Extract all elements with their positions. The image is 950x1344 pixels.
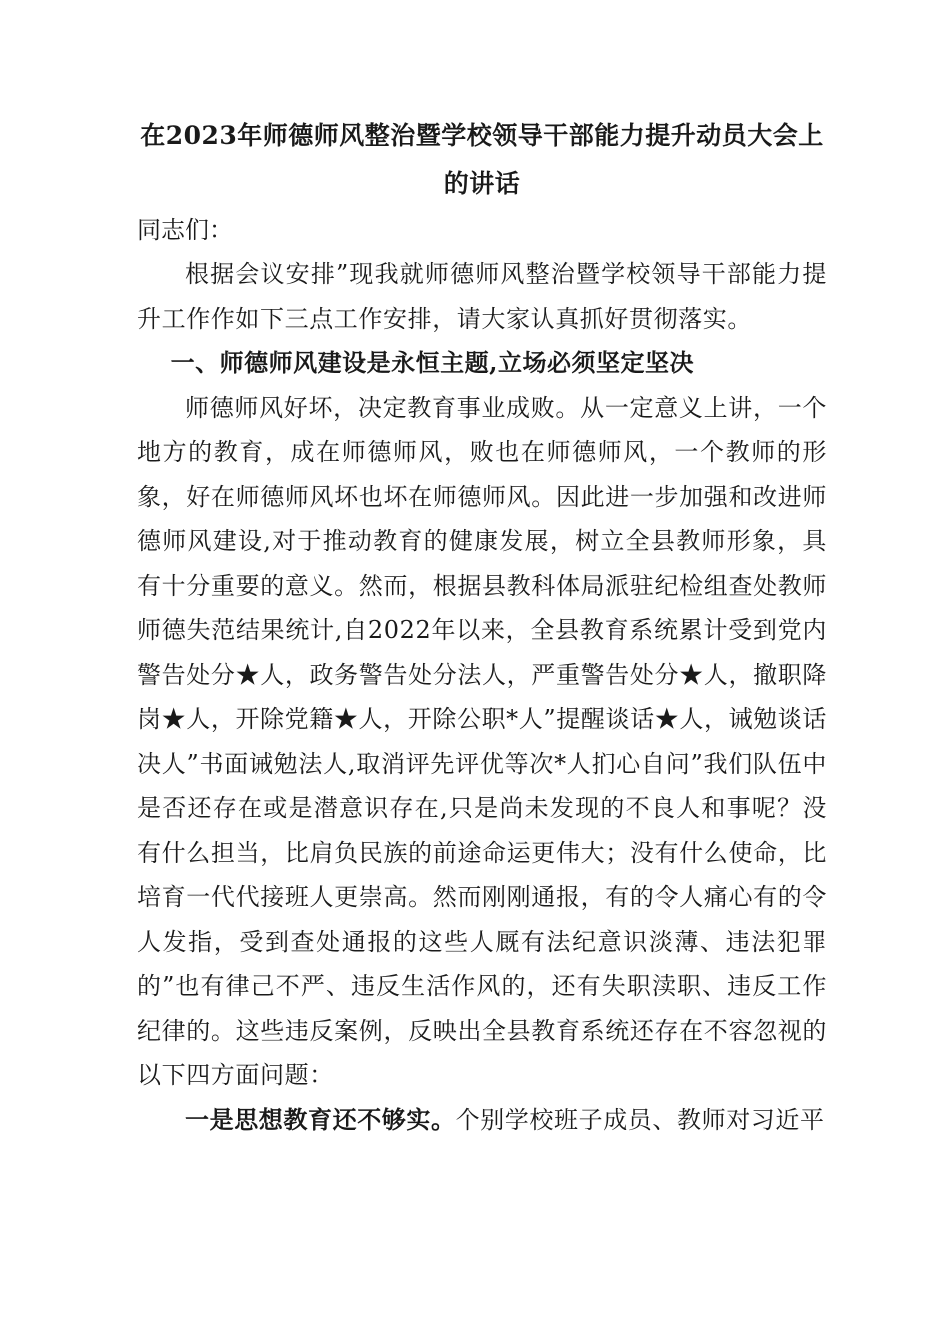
salutation: 同志们： bbox=[137, 216, 233, 244]
intro-paragraph: 根据会议安排”现我就师德师风整治暨学校领导干部能力提升工作作如下三点工作安排，请大家认真抓好贯彻落实。 bbox=[137, 260, 827, 333]
document-title: 在2023年师德师风整治暨学校领导干部能力提升动员大会上的讲话 bbox=[140, 121, 824, 198]
point-1-text: 个别学校班子成员、教师对习近平 bbox=[455, 1105, 825, 1134]
point-1-paragraph bbox=[137, 1098, 827, 1143]
section-1-paragraph: 师德师风好坏，决定教育事业成败。从一定意义上讲，一个地方的教育，成在师德师风，败也在师德师风，一个教师的形象，好在师德师风坏也坏在师德师风。因此进一步加强和改进师德师风建设,对于推动教育的健康发展，树立全县教师形象，具有十分重要的意义。然而，根据县教科体局派驻纪检组查处教师师德失范结果统计,自2022年以来，全县教育系统累计受到党内警告处分★人，政务警告处分法人，严重警告处分★人，撤职降岗★人，开除党籍★人，开除公职*人”提醒谈话★人，诫勉谈话决人”书面诫勉法人,取消评先评优等次*人扪心自问”我们队伍中是否还存在或是潜意识存在,只是尚未发现的不良人和事呢？没有什么担当，比肩负民族的前途命运更伟大；没有什么使命，比培育一代代接班人更崇高。然而刚刚通报，有的令人痛心有的令人发指，受到查处通报的这些人厩有法纪意识淡薄、违法犯罪的”也有律己不严、违反生活作风的，还有失职渎职、违反工作纪律的。这些违反案例，反映出全县教育系统还存在不容忽视的以下四方面问题： bbox=[137, 393, 827, 1089]
document-page bbox=[137, 112, 827, 1142]
section-1-heading: 一、师德师风建设是永恒主题,立场必须坚定坚决 bbox=[170, 348, 694, 377]
point-1-lead: 一是思想教育还不够实。 bbox=[185, 1104, 456, 1134]
